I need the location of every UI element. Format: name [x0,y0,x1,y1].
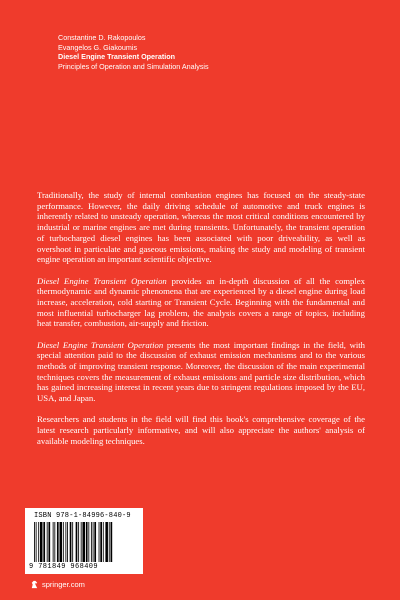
description [37,190,365,457]
barcode-digits: 9 781849 968409 [29,563,99,571]
paragraph-3-title: Diesel Engine Transient Operation [37,339,164,350]
paragraph-3-text: presents the most important findings in the field, with special attention paid to the discussion of exhaust emission mechanisms and to the various methods of improving transient response. Moreover, the discussion of the main experimental techniques covers the measurement of exhaust emissions and particle size distribution, which has gained increasing interest in recent years due to stringent regulations imposed by the EU, USA, and Japan. [37,339,366,404]
paragraph-2-text: provides an in-depth discussion of all the complex thermodynamic and dynamic phenomena that are experienced by a diesel engine during load increase, acceleration, cold starting or Transient Cycle. Beginning with the fundamental and most influential turbocharger lag problem, the analysis covers a range of topics, including heat transfer, combustion, air-supply and friction. [37,275,365,329]
cover-header [58,33,209,71]
book-title: Diesel Engine Transient Operation [58,52,176,62]
paragraph-1: Traditionally, the study of internal combustion engines has focused on the steady-state performance. However, the daily driving schedule of automotive and truck engines is inherently related to unsteady operation, whereas the most critical conditions encountered by industrial or marine engines are met during transients. Unfortunately, the transient operation of turbocharged diesel engines has been associated with poor driveability, as well as overshoot in particulate and gaseous emissions, making the study and modeling of transient engine operation an important scientific objective. [37,190,365,265]
publisher-link[interactable]: springer.com [42,580,85,589]
paragraph-2 [37,276,365,330]
paragraph-2-title: Diesel Engine Transient Operation [37,275,167,286]
author-2: Evangelos G. Giakoumis [58,42,138,52]
barcode-panel [25,508,143,574]
paragraph-3 [37,340,365,404]
barcode-bars [33,522,137,562]
paragraph-4: Researchers and students in the field will find this book's comprehensive coverage of the latest research particularly informative, and will also appreciate the authors' analysis of available modeling techniques. [37,414,365,446]
book-subtitle: Principles of Operation and Simulation Analysis [58,61,209,71]
isbn-label: ISBN 978-1-84996-840-9 [34,512,131,520]
springer-horse-icon [30,580,39,589]
author-1: Constantine D. Rakopoulos [58,33,146,42]
publisher-footer [30,580,85,589]
